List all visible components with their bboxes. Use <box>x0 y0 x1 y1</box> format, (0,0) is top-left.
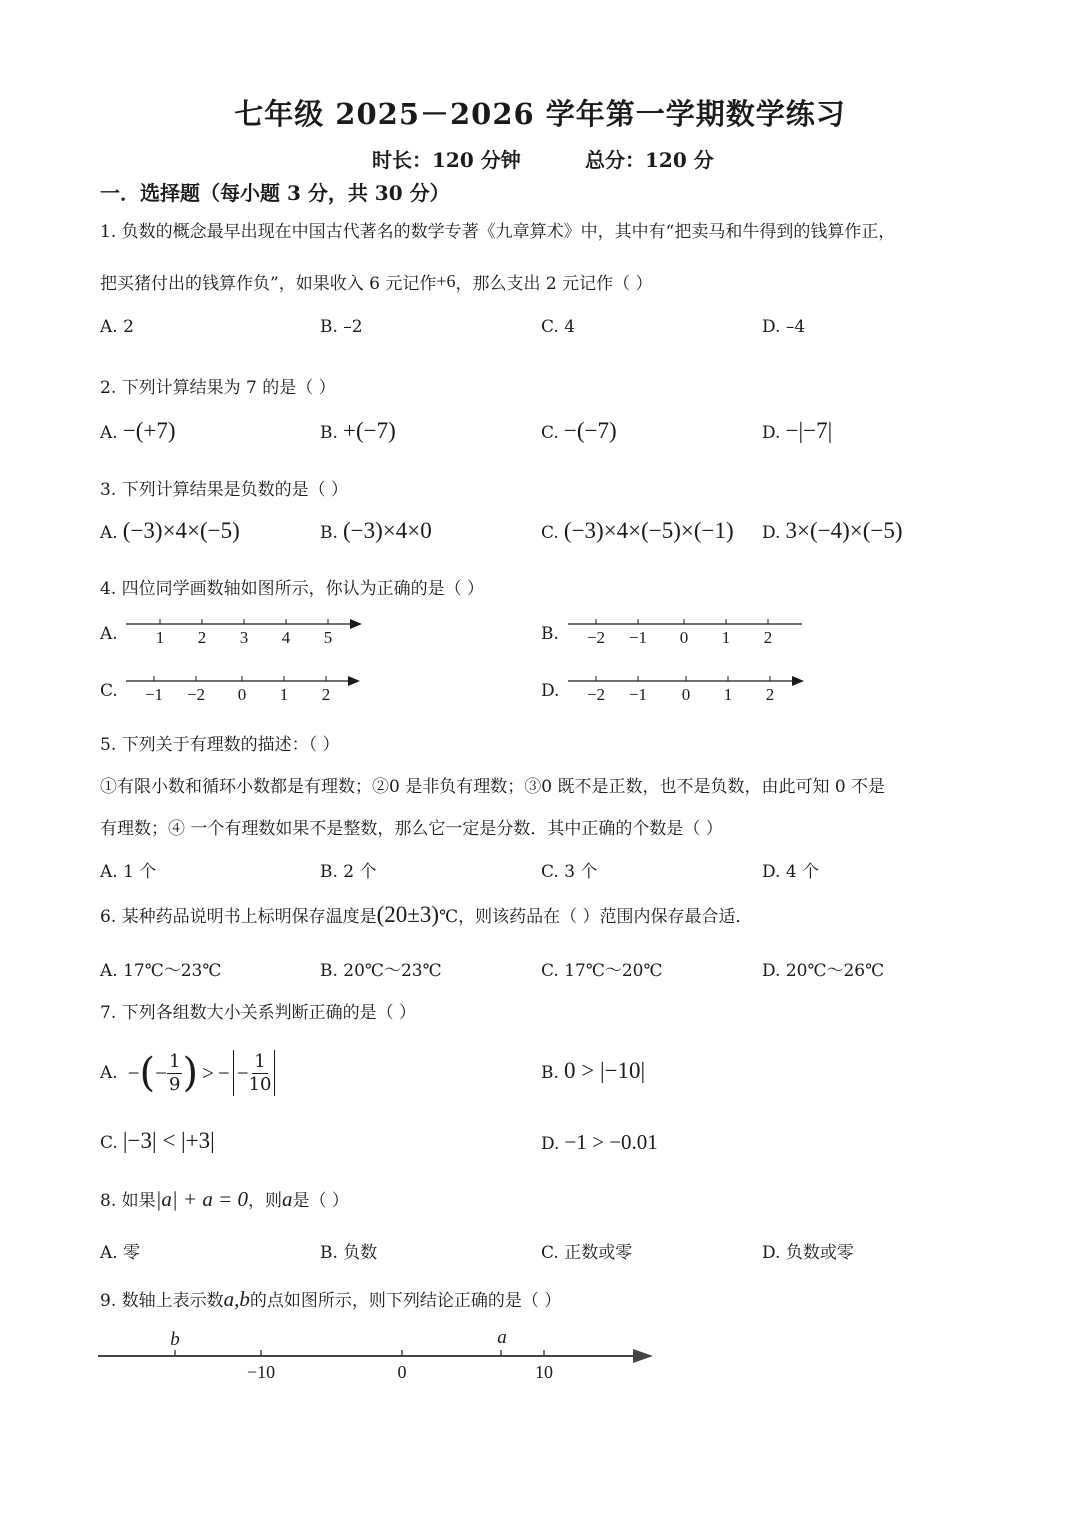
q4-axis-b <box>562 610 812 660</box>
q9-stem <box>100 1286 561 1312</box>
tick-label: 1 <box>279 685 289 704</box>
q2-option-c-expr: −(−7) <box>563 418 617 443</box>
tick-label: 4 <box>281 628 291 647</box>
q2-option-d-expr: −|−7| <box>785 418 833 443</box>
q2-option-a-label: A. <box>100 423 118 443</box>
q8-variable: a <box>282 1187 293 1211</box>
tick-label: 0 <box>681 685 691 704</box>
q3-option-a-label: A. <box>100 523 118 543</box>
q7-option-c[interactable] <box>100 1128 215 1154</box>
q7-option-a-label: A. <box>100 1063 118 1083</box>
point-a-label: a <box>497 1327 507 1348</box>
q5-option-c[interactable]: C. 3 个 <box>541 862 598 882</box>
q6-option-d[interactable]: D. 20℃～26℃ <box>762 961 885 981</box>
q7-fraction-1 <box>167 1051 182 1096</box>
q2-option-d[interactable] <box>762 418 832 444</box>
q9-stem-text-a: 9. 数轴上表示数 <box>100 1291 224 1311</box>
q7-option-a[interactable]: A. − ( − $\frac{1}{9}$ ) > − − $\frac{1}{10}$ <box>100 1040 278 1106</box>
q5-stem: 5. 下列关于有理数的描述：（ ） <box>100 735 340 755</box>
arrow-icon <box>792 676 804 686</box>
tick-label: 5 <box>323 628 333 647</box>
q2-option-b-label: B. <box>320 423 338 443</box>
q1-line2-text-a: 把买猪付出的钱算作负”，如果收入 6 元记作 <box>100 274 437 294</box>
q7-option-d-expr: −1 > −0.01 <box>564 1130 658 1154</box>
fraction-numerator: 1 <box>168 1050 181 1072</box>
q9-stem-text-b: 的点如图所示，则下列结论正确的是（ ） <box>249 1291 562 1311</box>
q8-option-b[interactable]: B. 负数 <box>320 1243 378 1263</box>
q8-stem-text-b: ，则 <box>248 1191 283 1211</box>
q2-option-c-label: C. <box>541 423 559 443</box>
q3-option-c-expr: (−3)×4×(−5)×(−1) <box>563 518 734 543</box>
arrow-icon <box>348 676 360 686</box>
q4-axis-c <box>120 667 370 717</box>
q1-line1: 1. 负数的概念最早出现在中国古代著名的数学专著《九章算术》中，其中有“把卖马和牛得到的钱算作正， <box>100 222 896 242</box>
section-heading: 一．选择题（每小题 3 分，共 30 分） <box>100 181 450 205</box>
q6-stem-text-a: 6. 某种药品说明书上标明保存温度是 <box>100 907 377 927</box>
q6-option-c[interactable]: C. 17℃～20℃ <box>541 961 663 981</box>
tick-label: −2 <box>586 628 606 647</box>
arrow-icon <box>633 1349 653 1363</box>
q7-option-c-label: C. <box>100 1133 118 1153</box>
total-score-label: 总分：120 分 <box>585 148 714 172</box>
q6-stem <box>100 902 753 928</box>
q5-line2: 有理数；④ 一个有理数如果不是整数，那么它一定是分数．其中正确的个数是（ ） <box>100 819 723 839</box>
q8-stem-text-a: 8. 如果 <box>100 1191 156 1211</box>
tick-label: 2 <box>197 628 207 647</box>
q7-option-b[interactable] <box>541 1058 645 1084</box>
tick-label: 3 <box>239 628 249 647</box>
q4-option-c-label[interactable]: C. <box>100 681 118 701</box>
q5-option-d[interactable]: D. 4 个 <box>762 862 820 882</box>
tick-label: 1 <box>723 685 733 704</box>
q8-option-c[interactable]: C. 正数或零 <box>541 1243 633 1263</box>
tick-label: 2 <box>321 685 331 704</box>
tick-label: −1 <box>628 628 648 647</box>
q1-option-d[interactable]: D. –4 <box>762 317 806 337</box>
tick-label: 0 <box>679 628 689 647</box>
q8-option-a[interactable]: A. 零 <box>100 1243 141 1263</box>
duration-label: 时长：120 分钟 <box>372 148 521 172</box>
tick-label: −1 <box>144 685 164 704</box>
tick-label: 10 <box>535 1362 553 1382</box>
q3-option-b-expr: (−3)×4×0 <box>343 518 432 543</box>
q2-option-b-expr: +(−7) <box>343 418 396 443</box>
q1-option-a[interactable]: A. 2 <box>100 317 134 337</box>
q6-temp-expr: (20±3) <box>376 902 440 927</box>
point-b-label: b <box>170 1329 180 1350</box>
q7-option-b-expr: 0 > |−10| <box>564 1058 646 1083</box>
q2-stem: 2. 下列计算结果为 7 的是（ ） <box>100 378 336 398</box>
q3-option-d[interactable] <box>762 518 903 544</box>
tick-label: −1 <box>628 685 648 704</box>
q7-option-b-label: B. <box>541 1063 559 1083</box>
q2-option-b[interactable] <box>320 418 396 444</box>
q4-axis-a <box>120 610 370 660</box>
tick-label: 0 <box>397 1362 407 1382</box>
q3-option-c-label: C. <box>541 523 559 543</box>
q3-option-a[interactable] <box>100 518 240 544</box>
q6-option-b[interactable]: B. 20℃～23℃ <box>320 961 442 981</box>
q4-stem: 4. 四位同学画数轴如图所示，你认为正确的是（ ） <box>100 579 485 599</box>
q3-stem: 3. 下列计算结果是负数的是（ ） <box>100 480 349 500</box>
fraction-numerator: 1 <box>254 1050 266 1072</box>
q1-option-b[interactable]: B. –2 <box>320 317 363 337</box>
q7-stem: 7. 下列各组数大小关系判断正确的是（ ） <box>100 1003 417 1023</box>
q5-line1: ①有限小数和循环小数都是有理数；②0 是非负有理数；③0 既不是正数，也不是负数，由此可知 0 不是 <box>100 777 886 797</box>
q1-line2 <box>100 269 653 294</box>
q8-equation: |a| + a = 0 <box>155 1187 249 1211</box>
q6-stem-text-b: ℃，则该药品在（ ）范围内保存最合适． <box>439 907 753 927</box>
q8-stem <box>100 1186 349 1212</box>
tick-label: 1 <box>155 628 165 647</box>
q8-option-d[interactable]: D. 负数或零 <box>762 1243 854 1263</box>
q8-stem-text-c: 是（ ） <box>292 1191 349 1211</box>
q9-number-line <box>95 1322 665 1392</box>
q3-option-a-expr: (−3)×4×(−5) <box>122 518 240 543</box>
q3-option-d-label: D. <box>762 523 781 543</box>
q4-option-b-label[interactable]: B. <box>541 624 559 644</box>
tick-label: −2 <box>586 685 606 704</box>
q5-option-a[interactable]: A. 1 个 <box>100 862 157 882</box>
q3-option-d-expr: 3×(−4)×(−5) <box>785 518 903 543</box>
q3-option-b-label: B. <box>320 523 338 543</box>
q2-option-a[interactable] <box>100 418 176 444</box>
q7-fraction-2 <box>249 1051 272 1096</box>
arrow-icon <box>350 619 362 629</box>
q1-line2-text-b: ，那么支出 2 元记作（ ） <box>455 274 653 294</box>
q7-option-d-label: D. <box>541 1134 560 1154</box>
q7-option-d[interactable] <box>541 1130 658 1155</box>
q4-option-d-label[interactable]: D. <box>541 681 560 701</box>
q2-option-c[interactable] <box>541 418 617 444</box>
q5-option-b[interactable]: B. 2 个 <box>320 862 377 882</box>
tick-label: 2 <box>763 628 773 647</box>
q9-variables: a,b <box>223 1287 250 1311</box>
fraction-denominator: 9 <box>168 1073 181 1095</box>
q4-axis-d <box>562 667 812 717</box>
q2-option-a-expr: −(+7) <box>122 418 176 443</box>
tick-label: −2 <box>186 685 206 704</box>
tick-label: 2 <box>765 685 775 704</box>
q6-option-a[interactable]: A. 17℃～23℃ <box>100 961 222 981</box>
q3-option-c[interactable] <box>541 518 734 544</box>
page-title: 七年级 2025－2026 学年第一学期数学练习 <box>234 97 846 131</box>
q3-option-b[interactable] <box>320 518 432 544</box>
fraction-denominator: 10 <box>248 1073 272 1095</box>
tick-label: 0 <box>237 685 247 704</box>
q7-option-c-expr: |−3| < |+3| <box>122 1128 215 1153</box>
q2-option-d-label: D. <box>762 423 781 443</box>
tick-label: −10 <box>246 1362 276 1382</box>
tick-label: 1 <box>721 628 731 647</box>
q1-option-c[interactable]: C. 4 <box>541 317 576 337</box>
q4-option-a-label[interactable]: A. <box>100 624 118 644</box>
q1-plus-six: +6 <box>436 271 456 291</box>
